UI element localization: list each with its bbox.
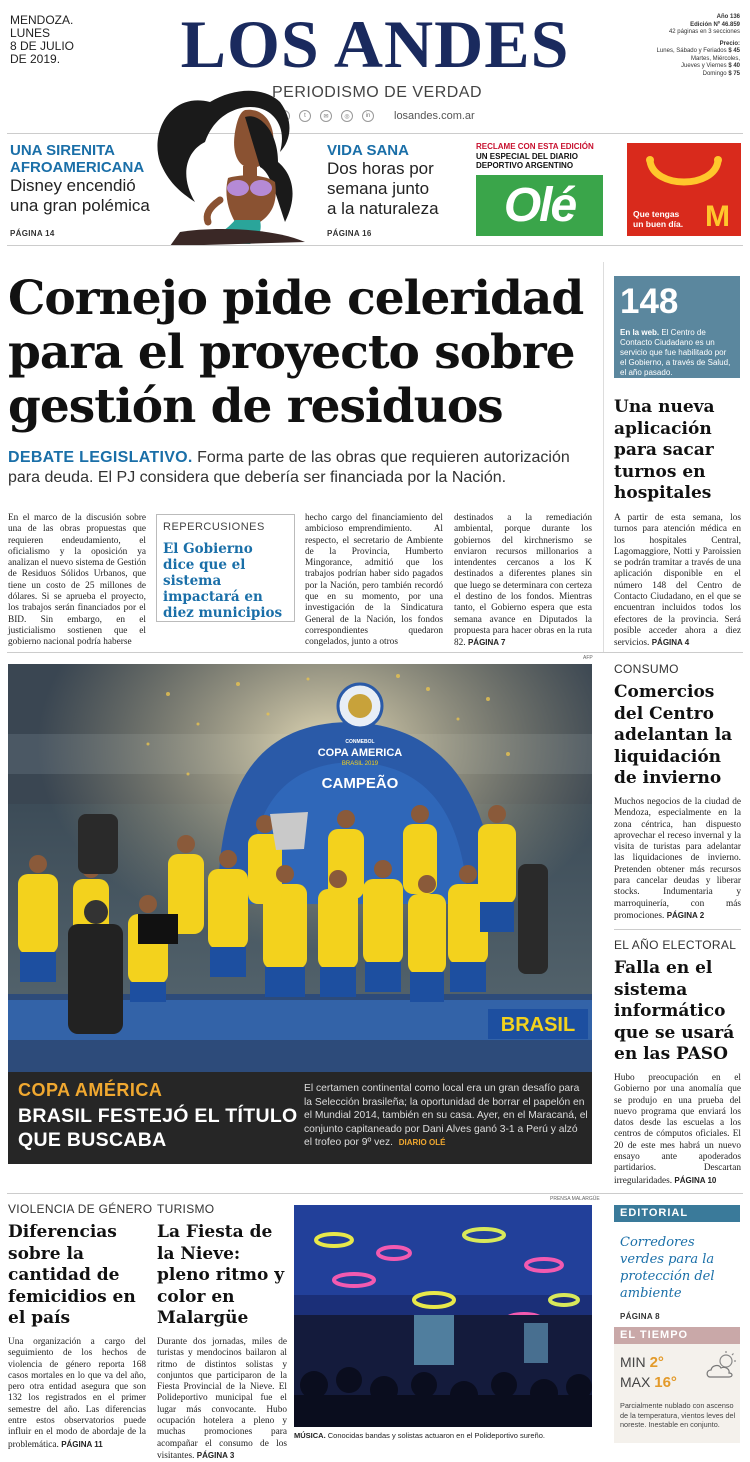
max-temp: MAX 16° (620, 1374, 677, 1391)
main-body-col1: En el marco de la discusión sobre una de las obras propuestas que requieren endeudamiento, el oficialismo y la oposición ya analizan el nuevo sistema de Gestión de Residuos Sólidos Urbanos, que tiene un costo de 25 millones de dólares. Si se aprueba el proyecto, los trabajos serán financiados por el BID. Sin embargo, en el justicialismo sostienen que el gobierno nacional podría haberse (8, 513, 146, 648)
electoral-headline[interactable]: Falla en el sistema informático que se usará en las PASO (614, 958, 735, 1064)
main-body-col4: destinados a la remediación ambiental, porque durante los gobiernos del kirchnerismo se enviaron recursos millonarios a intendentes cercanos a los K destinados a diferentes planes sin que luego se determinara con certeza el destino de los fondos. Mientras tanto, el Gobierno espera que esta semana avance en Diputados la propuesta para hacer obras en la ruta 82. PÁGINA 7 (454, 513, 592, 649)
editorial-label: EDITORIAL (614, 1205, 740, 1222)
newspaper-tagline: PERIODISMO DE VERDAD (272, 84, 483, 101)
turismo-body: Durante dos jornadas, miles de turistas y mendocinos bailaron al ritmo de distintos solistas y conjuntos que participaron de la Fiesta Provincial de la Nieve. El Polideportivo municipal fue el lugar más convocante. Hubo ocupación hotelera a pleno y muchas promociones para acompañar el consumo de los visitantes. PÁGINA 3 (157, 1337, 287, 1461)
copa-text: El certamen continental como local era un gran desafío para la Selección brasileña; la oportunidad de borrar el papelón en el Mundial 2014, también en su casa. Ayer, en el Maracaná, el conjunto capitaneado por Dani Alves ganó 3-1 a Perú y alzó el trofeo por 9º vez. DIARIO OLÉ (304, 1083, 588, 1148)
electoral-body: Hubo preocupación en el Gobierno por una anomalía que se produjo en una prueba del nuevo programa que enviará los datos desde las escuelas a los centros de cómputos oficiales. El 20 de este mes habrá un nuevo ensayo ante apoderados partidarios. Descartan irregularidades. PÁGINA 10 (614, 1073, 741, 1186)
divider (7, 245, 743, 246)
weather-box (614, 1327, 740, 1443)
edition-date: MENDOZA. LUNES 8 DE JULIO DE 2019. (10, 13, 75, 66)
smile-arch-icon (644, 153, 724, 193)
edition-info: Año 136 Edición Nº 46.859 42 páginas en 3 secciones Precio: Lunes, Sábado y Feriados $ 45 Martes, Miércoles, Jueves y Viernes $ 40 Domingo $ 75 (656, 14, 740, 77)
app-body: A partir de esta semana, los turnos para atención médica en los hospitales Central, Lagomaggiore, Notti y Paroissien se podrán tramitar a través de una aplicación disponible en el número 148 del Centro de Contacto Ciudadano, en el que se encuentran incluidos todos los efectores de la provincia. Será posible acceder ahora a diez servicios. PÁGINA 4 (614, 513, 741, 649)
consumo-headline[interactable]: Comercios del Centro adelantan la liquidación de invierno (614, 682, 733, 788)
turismo-headline[interactable]: La Fiesta de la Nieve: pleno ritmo y color en Malargüe (157, 1222, 285, 1328)
ole-promo[interactable]: RECLAME CON ESTA EDICIÓN UN ESPECIAL DEL DIARIO DEPORTIVO ARGENTINO Olé (476, 142, 606, 236)
app-headline[interactable]: Una nueva aplicación para sacar turnos en hospitales (614, 397, 715, 503)
main-body-col3: hecho cargo del financiamiento del ambicioso emprendimiento. Al respecto, el secretario de Ambiente de la Provincia, Humberto Mingorance, admitió que los trabajos podrían haber sido pagados por la Nación, pero también recordó que en su momento, por una investigación de la Sindicatura General de la Nación, los fondos correspondientes quedaron congelados, junto a otros (305, 513, 443, 648)
teaser-sirenita[interactable]: UNA SIRENITA AFROAMERICANA Disney encendió una gran polémica (10, 142, 150, 215)
turismo-label: TURISMO (157, 1202, 215, 1216)
instagram-icon[interactable]: ◎ (341, 110, 353, 122)
photo-credit: AFP (583, 655, 593, 661)
celebration-scene (8, 664, 592, 1072)
partly-cloudy-icon (706, 1351, 738, 1381)
copa-kicker: COPA AMÉRICA (18, 1080, 163, 1100)
email-icon[interactable]: ✉ (320, 110, 332, 122)
violencia-body: Una organización a cargo del seguimiento de los hechos de violencia de género reporta 168 casos mortales en lo que va del año, pero otra entidad asegura que son 132 los registrados en el primer semestre del año. Las diferencias entre estos observatorios puede influir en el modo de abordaje de la problemática. PÁGINA 11 (8, 1337, 146, 1450)
repercusiones-box[interactable]: REPERCUSIONES El Gobierno dice que el sistema impactará en diez municipios (156, 514, 295, 622)
weather-label: EL TIEMPO (614, 1327, 740, 1344)
weather-text: Parcialmente nublado con ascenso de la temperatura, vientos leves del noreste. Inestable en conjunto. (620, 1401, 736, 1429)
concert-scene (294, 1205, 592, 1427)
banner-title: COPA AMERICA (317, 747, 403, 759)
page-ref: PÁGINA 14 (10, 229, 55, 238)
mcdonalds-ad[interactable]: Que tengas un buen día. M (627, 143, 741, 236)
editorial-title: Corredores verdes para la protección del ambiente (620, 1235, 715, 1301)
banner-small: CONMEBOL (345, 739, 375, 745)
photo-board-text: BRASIL (500, 1014, 576, 1036)
divider (7, 1193, 743, 1194)
twitter-icon[interactable]: t (299, 110, 311, 122)
copa-america-photo[interactable] (8, 664, 592, 1072)
divider (614, 929, 741, 930)
concert-caption: MÚSICA. Conocidas bandas y solistas actuaron en el Polideportivo sureño. (294, 1431, 545, 1440)
violencia-headline[interactable]: Diferencias sobre la cantidad de femicidios en el país (8, 1222, 136, 1328)
newspaper-title: LOS ANDES (180, 6, 570, 82)
teaser-vida-sana[interactable]: VIDA SANA Dos horas por semana junto a la naturaleza (327, 142, 439, 218)
divider (7, 652, 743, 653)
min-temp: MIN 2° (620, 1354, 664, 1371)
main-deck: DEBATE LEGISLATIVO. Forma parte de las obras que requieren autorización para deuda. El PJ considera que debería ser financiada por la Nación. (8, 449, 570, 486)
website-link[interactable]: losandes.com.ar (394, 110, 475, 122)
linkedin-icon[interactable]: in (362, 110, 374, 122)
concert-photo[interactable] (294, 1205, 592, 1427)
editorial-box[interactable] (614, 1205, 740, 1321)
page-ref: PÁGINA 8 (620, 1312, 660, 1321)
ole-logo: Olé (476, 175, 603, 236)
electoral-label: EL AÑO ELECTORAL (614, 938, 737, 952)
divider (7, 133, 743, 134)
mermaid-illustration (150, 82, 308, 246)
copa-caption[interactable] (8, 1072, 592, 1164)
banner-champ: CAMPEÃO (321, 775, 399, 792)
copa-title: BRASIL FESTEJÓ EL TÍTULO QUE BUSCABA (18, 1105, 298, 1151)
consumo-label: CONSUMO (614, 662, 679, 676)
column-divider (603, 262, 604, 652)
violencia-label: VIOLENCIA DE GÉNERO (8, 1202, 153, 1216)
banner-sub: BRASIL 2019 (341, 761, 379, 767)
concert-credit: PRENSA MALARGÜE (550, 1196, 600, 1202)
page-ref: PÁGINA 16 (327, 229, 372, 238)
consumo-body: Muchos negocios de la ciudad de Mendoza, especialmente en la zona céntrica, han dispuesto aprovechar el receso invernal y la visita de turistas para adelantar las liquidaciones de invierno. Pretenden obtener más recursos para cancelar deudas y liberar stocks. Indumentaria y marroquinería, con más promociones. PÁGINA 2 (614, 797, 741, 921)
main-headline[interactable]: Cornejo pide celeridad para el proyecto sobre gestión de residuos (8, 271, 584, 434)
info-box-148: 148 En la web. El Centro de Contacto Ciudadano es un servicio que fue habilitado por el Gobierno, a través de Salud, el año pasado. (614, 276, 740, 378)
mcdonalds-logo: M (705, 200, 730, 233)
